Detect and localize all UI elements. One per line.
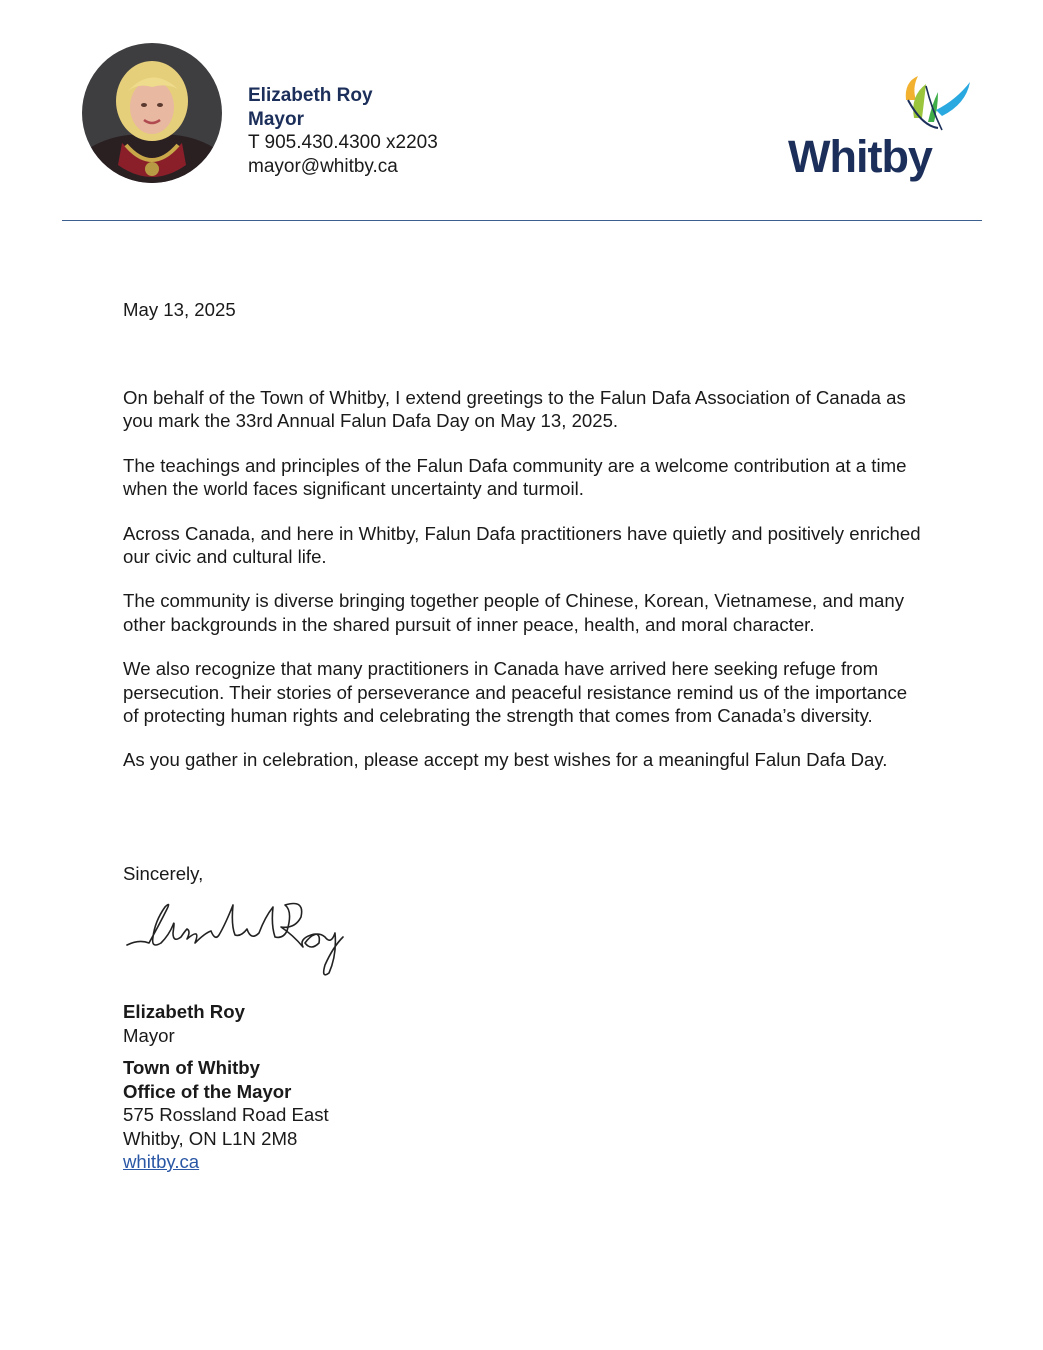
website-link[interactable]: whitby.ca xyxy=(123,1151,200,1172)
letterhead-name: Elizabeth Roy xyxy=(248,85,373,106)
closing-street: 575 Rossland Road East xyxy=(123,1104,329,1125)
letterhead-phone: T 905.430.4300 x2203 xyxy=(248,132,438,153)
closing-signatory xyxy=(123,1000,245,1047)
whitby-logo xyxy=(786,70,976,190)
handwritten-signature xyxy=(115,885,355,985)
letter-date: May 13, 2025 xyxy=(123,299,236,320)
closing-address xyxy=(123,1056,329,1174)
letterhead-contact xyxy=(248,84,438,178)
letterhead-email[interactable]: mayor@whitby.ca xyxy=(248,155,398,177)
letterhead-title: Mayor xyxy=(248,108,304,130)
body-paragraph: The community is diverse bringing together people of Chinese, Korean, Vietnamese, and many other backgrounds in the shared pursuit of inner peace, health, and moral character. xyxy=(123,590,905,635)
closing-org: Town of Whitby xyxy=(123,1057,261,1078)
closing-salutation: Sincerely, xyxy=(123,863,204,884)
body-paragraph: As you gather in celebration, please accept my best wishes for a meaningful Falun Dafa Day. xyxy=(123,749,888,771)
body-paragraph: Across Canada, and here in Whitby, Falun Dafa practitioners have quietly and positively enriched our civic and cultural life. xyxy=(123,522,921,568)
whitby-logo-mark xyxy=(786,70,976,140)
closing-office: Office of the Mayor xyxy=(123,1080,292,1102)
body-paragraph: On behalf of the Town of Whitby, I extend greetings to the Falun Dafa Association of Canada as you mark the 33rd Annual Falun Dafa Day on May 13, 2025. xyxy=(123,387,906,432)
letter-body xyxy=(123,386,923,793)
body-paragraph: The teachings and principles of the Falun Dafa community are a welcome contribution at a time when the world faces significant uncertainty and turmoil. xyxy=(123,454,907,500)
closing-name: Elizabeth Roy xyxy=(123,1001,245,1022)
mayor-portrait xyxy=(82,43,222,183)
whitby-logo-text: Whitby xyxy=(788,131,932,182)
closing-city: Whitby, ON L1N 2M8 xyxy=(123,1127,298,1149)
header-divider xyxy=(62,220,982,221)
body-paragraph: We also recognize that many practitioners in Canada have arrived here seeking refuge from persecution. Their stories of perseverance and peaceful resistance remind us of the importance of protecting human rights and celebrating the strength that comes from Canada’s diversity. xyxy=(123,658,908,727)
closing-title: Mayor xyxy=(123,1024,175,1046)
